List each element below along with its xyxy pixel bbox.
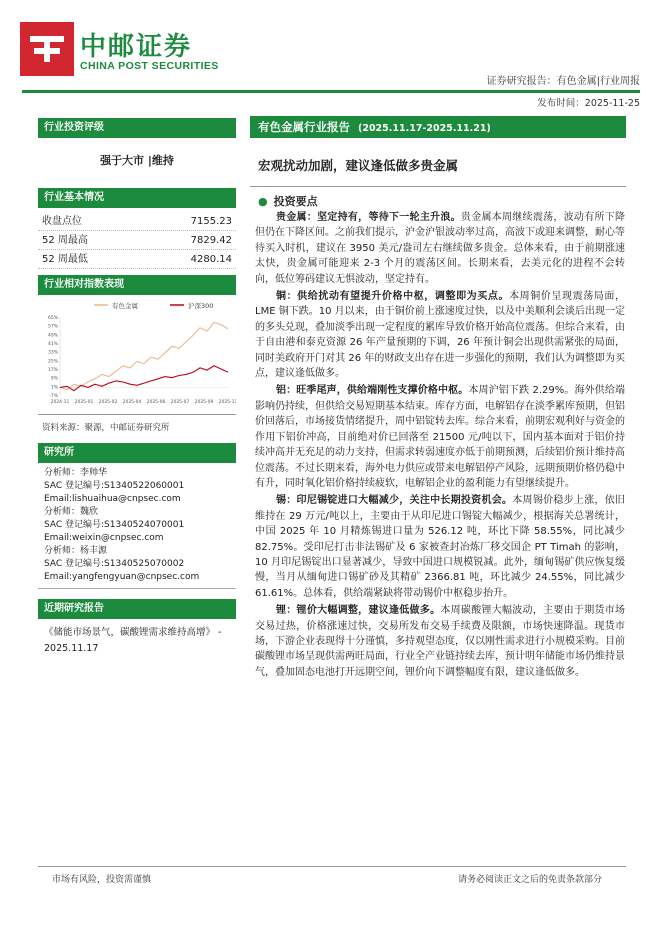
basic-info-value: 7155.23 (190, 216, 232, 227)
analyst-email[interactable]: Email:lishuaihua@cnpsec.com (44, 494, 181, 504)
basic-info-table (38, 212, 236, 269)
basic-info-value: 7829.42 (190, 235, 232, 246)
x-tick-label: 2025-07 (170, 400, 190, 405)
y-tick-label: 1% (50, 385, 58, 391)
basic-info-label: 收盘点位 (42, 216, 82, 227)
recent-report-link[interactable]: 《储能市场景气，碳酸锂需求维持高增》 - 2025.11.17 (44, 627, 222, 654)
report-type: 证券研究报告：有色金属|行业周报 (486, 76, 640, 87)
legend-label: 有色金属 (112, 302, 138, 310)
paragraph-aluminum (255, 383, 625, 491)
paragraph-lead: 锡：印尼锡锭进口大幅减少，关注中长期投资机会。 (276, 495, 513, 507)
main-content (250, 116, 626, 209)
y-tick-label: 65% (47, 316, 58, 321)
brand-name-cn: 中邮证券 (80, 32, 193, 62)
recent-reports-title: 近期研究报告 (38, 599, 236, 619)
header-rule (22, 90, 640, 93)
relative-performance-chart (38, 295, 236, 415)
x-tick-label: 2025-01 (74, 400, 94, 405)
analyst-sac: SAC 登记编号:S1340524070001 (44, 520, 185, 530)
report-header (0, 0, 662, 109)
paragraph-text: 本周铜价呈现震荡局面，LME 铜下跌。10 月以来，由于铜价前上涨速度过快，以及中美顺利会谈后出现一定的多头兑现，叠加淡季出现一定程度的累库导致价格开始高位震荡。但综合来看，由于自由港和泰克资源 26 年产量预期的下调，26 年预计铜会出现供需紧张的局面，同时美政府开门对其 26 年的财政支出存在进一步强化的预期，我们认为调整即为买点，建议逢低做多。 (255, 291, 625, 380)
china-post-logo-icon (20, 22, 74, 76)
perf-section-title: 行业相对指数表现 (38, 275, 236, 295)
basic-info-row (38, 231, 236, 250)
y-tick-label: 33% (47, 350, 58, 356)
paragraph-text: 本周碳酸锂大幅波动，主要由于期货市场交易过热，价格涨速过快，交易所发布交易手续费及限额，市场快速降温。现货市场，下游企业表现得十分谨慎，多持观望态度，仅以刚性需求进行小规模采购。目前碳酸锂市场呈现供需两旺局面，行业全产业链持续去库，预计明年储能市场仍维持景气，叠加固态电池打开远期空间，锂价向下调整幅度有限，建议逢低做多。 (255, 605, 626, 678)
paragraph-lead: 锂：锂价大幅调整，建议逢低做多。 (276, 605, 441, 617)
publish-date: 发布时间：2025-11-25 (537, 98, 640, 109)
footer-risk-notice: 市场有风险，投资需谨慎 (52, 875, 152, 885)
analyst-name: 分析师：李帅华 (44, 468, 108, 478)
y-tick-label: 57% (47, 324, 58, 330)
y-tick-label: 49% (47, 333, 58, 339)
report-banner (250, 116, 626, 138)
chart-source: 资料来源：聚源，中邮证券研究所 (42, 423, 170, 433)
x-tick-label: 2025-09 (194, 400, 214, 405)
paragraph-lead: 铝：旺季尾声，供给端刚性支撑价格中枢。 (276, 385, 469, 397)
key-points-title (250, 193, 626, 209)
y-tick-label: -7% (49, 394, 58, 399)
paragraph-tin (255, 493, 625, 601)
basic-info-label: 52 周最低 (42, 254, 88, 265)
basic-info-label: 52 周最高 (42, 235, 88, 246)
analyst-email[interactable]: Email:weixin@cnpsec.com (44, 533, 164, 543)
y-tick-label: 9% (50, 376, 58, 382)
banner-title: 有色金属行业报告 (258, 120, 350, 134)
paragraph-lithium (255, 603, 625, 680)
footer-disclaimer: 请务必阅读正文之后的免责条款部分 (457, 875, 602, 885)
footer-rule (38, 866, 626, 867)
analyst-block (38, 463, 236, 584)
analyst-name: 分析师：魏欣 (44, 507, 99, 517)
analyst-name: 分析师：杨丰源 (44, 546, 108, 556)
report-headline: 宏观扰动加剧，建议逢低做多贵金属 (258, 158, 459, 173)
y-tick-label: 25% (47, 359, 58, 365)
key-points-label: 投资要点 (273, 195, 318, 208)
x-tick-label: 2024-11 (50, 400, 70, 405)
paragraph-text: 本周沪铝下跌 2.29%。海外供给端影响仍持续，但供给交易短期基本结束。库存方面，电解铝存在淡季累库预期，但铝价回落后，市场接货情绪提升，周中铝锭转去库。综合来看，前期宏观利好与资金的作用下铝价冲高，目前绝对价已回落至 21500 元/吨以下，国内基本面对于铝价持续冲高并无充足的动力支持，但需求转弱速度亦低于前期预测，后续铝价预计维持高位震荡。不过长期来看，海外电力供应或带来电解铝停产风险，远期预期价格仍稳中有升，同时氧化铝价格持续疲软，电解铝企业的盈利能力有望继续提升。 (255, 385, 625, 489)
performance-chart-svg (38, 295, 236, 415)
paragraph-text: 本周锡价稳步上涨，依旧维持在 29 万元/吨以上，主要由于从印尼进口锡锭大幅减少，根据海关总署统计，中国 2025 年 10 月精炼锡进口量为 526.12 吨，环比下降 58.55%，同比减少 82.75%。受印尼打击非法锡矿及 6 家被查封冶炼厂移交国企 PT Timah 的影响，10 月印尼锡锭出口显著减少，导致中国进口规模锐减。此外，缅甸锡矿供应恢复缓慢，当月从缅甸进口锡矿砂及其精矿 2366.81 吨，环比减少 24.55%，同比减少 61.61%。总体看，供给端紧缺将带动锡价中枢稳步抬升。 (255, 495, 626, 599)
analyst-sac: SAC 登记编号:S1340522060001 (44, 481, 185, 491)
x-tick-label: 2025-02 (98, 400, 118, 405)
y-tick-label: 17% (47, 368, 58, 373)
headline-divider (250, 186, 626, 187)
series-line (60, 366, 228, 391)
brand-name-en: CHINA POST SECURITIES (80, 60, 219, 72)
basic-info-row (38, 212, 236, 231)
x-tick-label: 2025-11 (218, 400, 236, 405)
industry-rating: 强于大市 |维持 (100, 154, 174, 167)
series-line (60, 322, 228, 389)
basic-info-section-title: 行业基本情况 (38, 188, 236, 208)
basic-info-value: 4280.14 (190, 254, 232, 265)
x-tick-label: 2025-06 (146, 400, 166, 405)
rating-section-title: 行业投资评级 (38, 118, 236, 138)
paragraph-copper (255, 289, 625, 381)
research-section-title: 研究所 (38, 443, 236, 463)
analyst-email[interactable]: Email:yangfengyuan@cnpsec.com (44, 572, 200, 582)
paragraph-text: 贵金属本周继续震荡，波动有所下降但仍在下降区间。之前我们提示，沪金沪银波动率过高，高波下或迎来调整，耐心等待买入时机，建议在 3950 美元/盎司左右继续做多贵金。总体来看，由于前期涨速太快，贵金属可能迎来 2-3 个月的震荡区间。长期来看，去美元化的进程不会转向，低位筹码建议无惧波动，坚定持有。 (255, 212, 626, 285)
brand-logo (20, 22, 250, 78)
basic-info-row (38, 250, 236, 269)
left-sidebar (38, 118, 236, 657)
paragraph-lead: 贵金属：坚定持有，等待下一轮主升浪。 (276, 212, 461, 223)
key-points-body (255, 208, 625, 680)
paragraph-lead: 铜：供给扰动有望提升价格中枢，调整即为买点。 (276, 291, 510, 303)
legend-label: 沪深300 (188, 302, 214, 310)
banner-dates: (2025.11.17-2025.11.21) (358, 123, 491, 134)
analyst-divider (38, 588, 236, 589)
y-tick-label: 41% (47, 342, 58, 347)
x-tick-label: 2025-04 (122, 400, 142, 405)
paragraph-precious-metals (255, 210, 625, 287)
analyst-sac: SAC 登记编号:S1340525070002 (44, 559, 185, 569)
bullet-icon: ● (258, 195, 268, 208)
